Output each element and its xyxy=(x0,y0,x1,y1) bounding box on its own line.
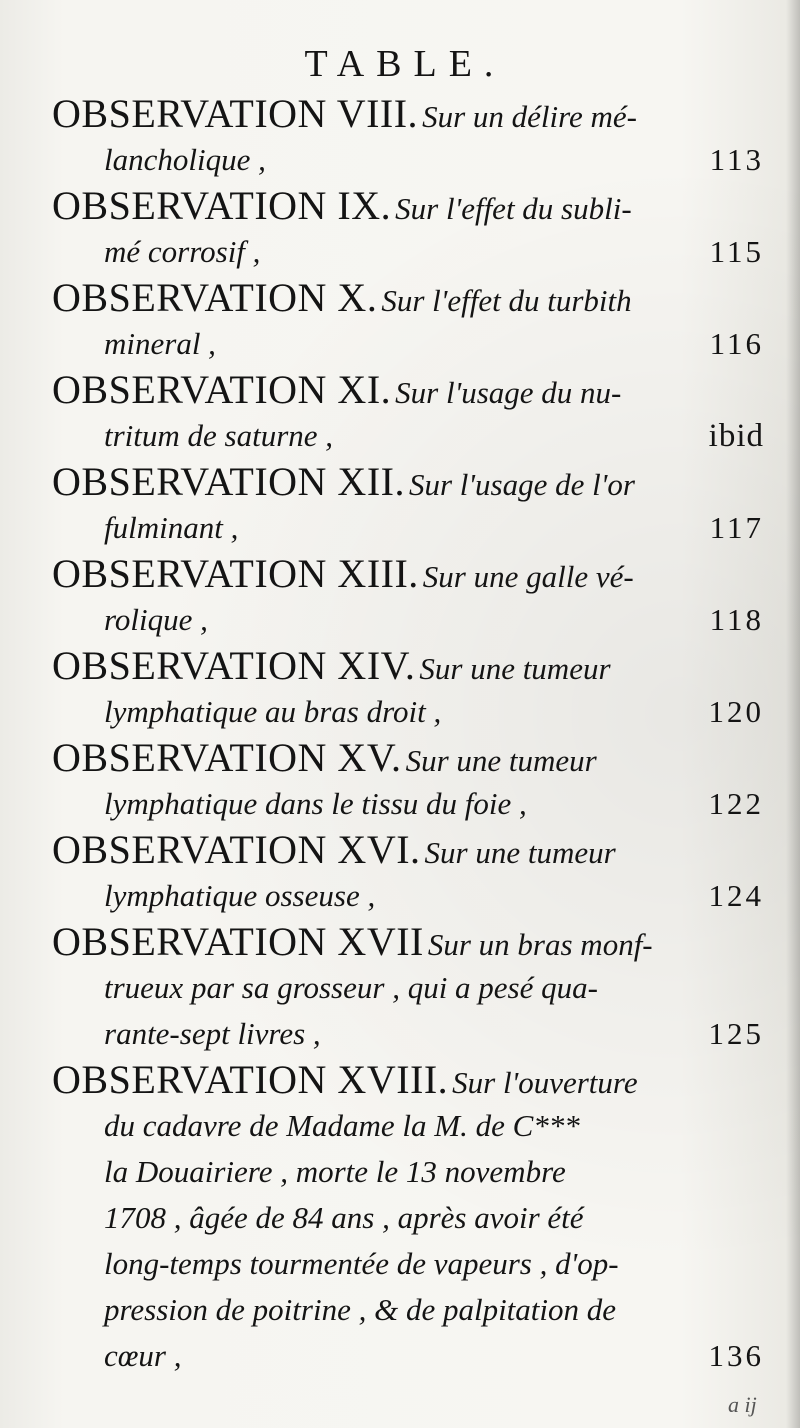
page-number: 118 xyxy=(709,602,764,637)
toc-entry xyxy=(52,919,768,1057)
page-number: ibid xyxy=(708,418,764,454)
table-of-contents xyxy=(52,91,768,1379)
entry-title: Sur l'ouverture xyxy=(452,1065,638,1100)
entry-heading: OBSERVATION XVII xyxy=(52,919,424,964)
page-number: 117 xyxy=(709,510,764,545)
entry-title-continued: cœur , xyxy=(104,1338,182,1373)
entry-title-continued: du cadavre de Madame la M. de C*** xyxy=(104,1108,580,1143)
toc-entry xyxy=(52,735,768,827)
entry-heading: OBSERVATION XV. xyxy=(52,735,402,780)
entry-title-continued: lancholique , xyxy=(104,142,266,177)
toc-entry xyxy=(52,1057,768,1379)
entry-title-continued: trueux par sa grosseur , qui a pesé qua- xyxy=(104,970,598,1005)
entry-heading: OBSERVATION VIII. xyxy=(52,91,419,136)
entry-heading: OBSERVATION XIV. xyxy=(52,643,416,688)
entry-heading: OBSERVATION XVI. xyxy=(52,827,421,872)
entry-title-continued: lymphatique au bras droit , xyxy=(104,694,442,729)
page-number: 136 xyxy=(708,1338,764,1373)
entry-title: Sur une tumeur xyxy=(424,835,616,870)
toc-entry xyxy=(52,551,768,643)
entry-title: Sur l'effet du turbith xyxy=(381,283,632,318)
entry-title: Sur l'usage du nu- xyxy=(395,375,622,410)
entry-title: Sur une tumeur xyxy=(405,743,597,778)
page-number: 122 xyxy=(708,786,764,821)
entry-heading: OBSERVATION XII. xyxy=(52,459,405,504)
entry-title-continued: 1708 , âgée de 84 ans , après avoir été xyxy=(104,1200,584,1235)
signature-mark: a ij xyxy=(728,1392,757,1417)
page-number: 115 xyxy=(709,234,764,269)
entry-title-continued: mé corrosif , xyxy=(104,234,261,269)
entry-title-continued: rante-sept livres , xyxy=(104,1016,321,1051)
toc-entry xyxy=(52,91,768,183)
page-spine-shadow xyxy=(786,0,800,1428)
entry-title-continued: long-temps tourmentée de vapeurs , d'op- xyxy=(104,1246,619,1281)
entry-title-continued: rolique , xyxy=(104,602,208,637)
entry-heading: OBSERVATION XIII. xyxy=(52,551,419,596)
entry-title: Sur l'effet du subli- xyxy=(395,191,632,226)
page-header: TABLE. xyxy=(304,43,506,85)
entry-title-continued: mineral , xyxy=(104,326,216,361)
toc-entry xyxy=(52,275,768,367)
entry-title-continued: tritum de saturne , xyxy=(104,418,334,453)
entry-title: Sur un bras monf- xyxy=(427,927,653,962)
page-number: 124 xyxy=(708,878,764,913)
toc-entry xyxy=(52,183,768,275)
entry-heading: OBSERVATION X. xyxy=(52,275,378,320)
entry-title: Sur une tumeur xyxy=(419,651,611,686)
entry-title-continued: lymphatique dans le tissu du foie , xyxy=(104,786,527,821)
page-number: 116 xyxy=(709,326,764,361)
entry-title-continued: lymphatique osseuse , xyxy=(104,878,376,913)
entry-title-continued: fulminant , xyxy=(104,510,239,545)
page-number: 125 xyxy=(708,1016,764,1051)
entry-heading: OBSERVATION XVIII. xyxy=(52,1057,449,1102)
entry-title-continued: la Douairiere , morte le 13 novembre xyxy=(104,1154,566,1189)
entry-title: Sur un délire mé- xyxy=(422,99,638,134)
toc-entry xyxy=(52,459,768,551)
toc-entry xyxy=(52,367,768,459)
toc-entry xyxy=(52,643,768,735)
toc-entry xyxy=(52,827,768,919)
entry-title: Sur une galle vé- xyxy=(422,559,634,594)
entry-title: Sur l'usage de l'or xyxy=(408,467,635,502)
page-number: 120 xyxy=(708,694,764,729)
entry-title-continued: pression de poitrine , & de palpitation de xyxy=(104,1292,617,1327)
entry-heading: OBSERVATION IX. xyxy=(52,183,392,228)
page-number: 113 xyxy=(709,142,764,177)
entry-heading: OBSERVATION XI. xyxy=(52,367,392,412)
